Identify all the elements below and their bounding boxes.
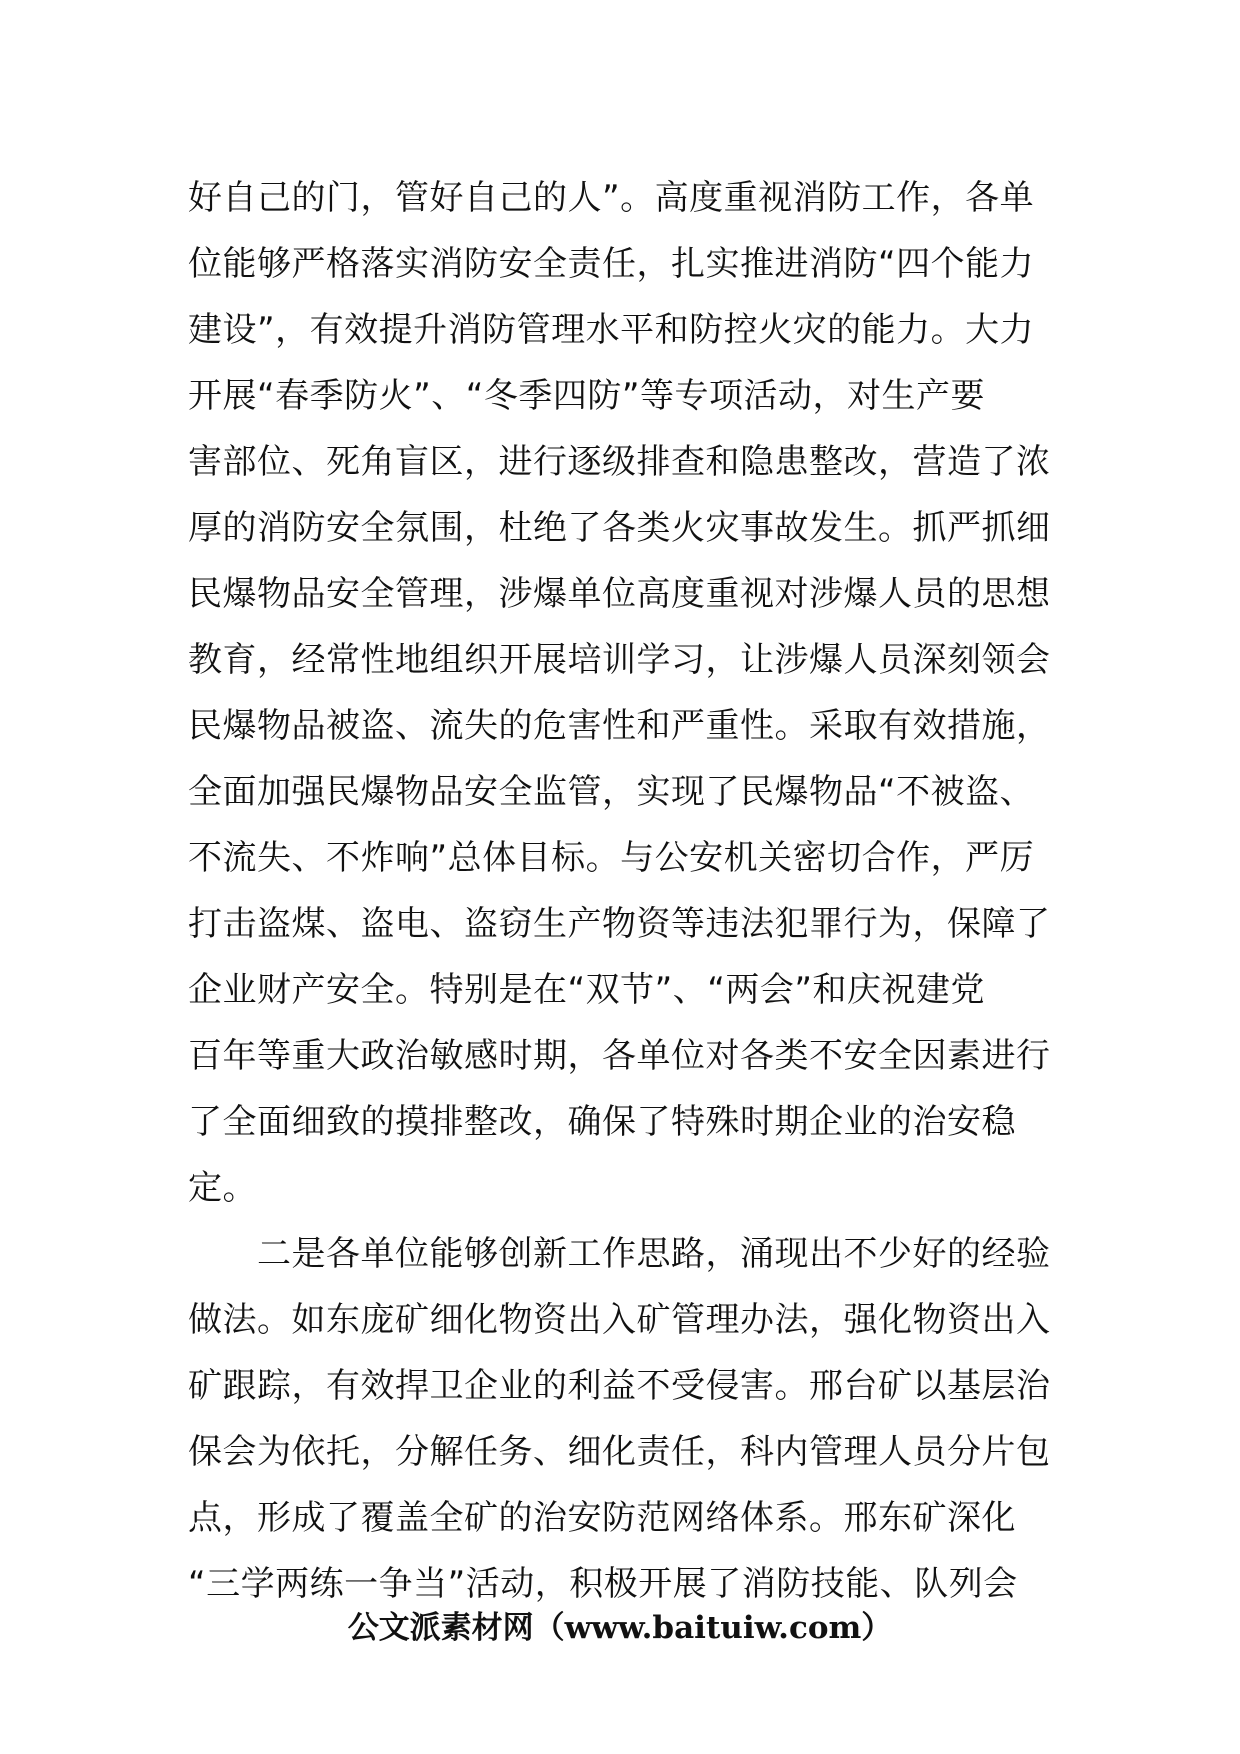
text-line: “三学两练一争当”活动，积极开展了消防技能、队列会: [188, 1564, 1018, 1604]
text-line: 百年等重大政治敏感时期，各单位对各类不安全因素进行: [188, 1036, 1051, 1076]
text-line: 害部位、死角盲区，进行逐级排查和隐患整改，营造了浓: [188, 442, 1051, 482]
text-line: 点，形成了覆盖全矿的治安防范网络体系。邢东矿深化: [188, 1498, 1016, 1538]
text-line: 开展“春季防火”、“冬季四防”等专项活动，对生产要: [188, 376, 985, 416]
document-body: [188, 165, 1058, 1617]
text-line: 民爆物品被盗、流失的危害性和严重性。采取有效措施，: [188, 706, 1051, 746]
text-line: 好自己的门，管好自己的人”。高度重视消防工作，各单: [188, 178, 1035, 218]
text-line: 全面加强民爆物品安全监管，实现了民爆物品“不被盗、: [188, 772, 1035, 812]
text-line: 做法。如东庞矿细化物资出入矿管理办法，强化物资出入: [188, 1300, 1051, 1340]
text-line: 建设”，有效提升消防管理水平和防控火灾的能力。大力: [188, 310, 1035, 350]
text-line: 定。: [188, 1168, 257, 1208]
text-line: 保会为依托，分解任务、细化责任，科内管理人员分片包: [188, 1432, 1051, 1472]
text-line: 矿跟踪，有效捍卫企业的利益不受侵害。邢台矿以基层治: [188, 1366, 1051, 1406]
text-line: 位能够严格落实消防安全责任，扎实推进消防“四个能力: [188, 244, 1035, 284]
footer-watermark: 公文派素材网（www.baituiw.com）: [347, 1610, 893, 1646]
text-line: 了全面细致的摸排整改，确保了特殊时期企业的治安稳: [188, 1102, 1016, 1142]
text-line: 企业财产安全。特别是在“双节”、“两会”和庆祝建党: [188, 970, 985, 1010]
text-line: 二是各单位能够创新工作思路，涌现出不少好的经验: [188, 1234, 1051, 1274]
text-line: 不流失、不炸响”总体目标。与公安机关密切合作，严厉: [188, 838, 1035, 878]
text-line: 厚的消防安全氛围，杜绝了各类火灾事故发生。抓严抓细: [188, 508, 1051, 548]
text-line: 教育，经常性地组织开展培训学习，让涉爆人员深刻领会: [188, 640, 1051, 680]
text-line: 打击盗煤、盗电、盗窃生产物资等违法犯罪行为，保障了: [188, 904, 1051, 944]
text-line: 民爆物品安全管理，涉爆单位高度重视对涉爆人员的思想: [188, 574, 1051, 614]
